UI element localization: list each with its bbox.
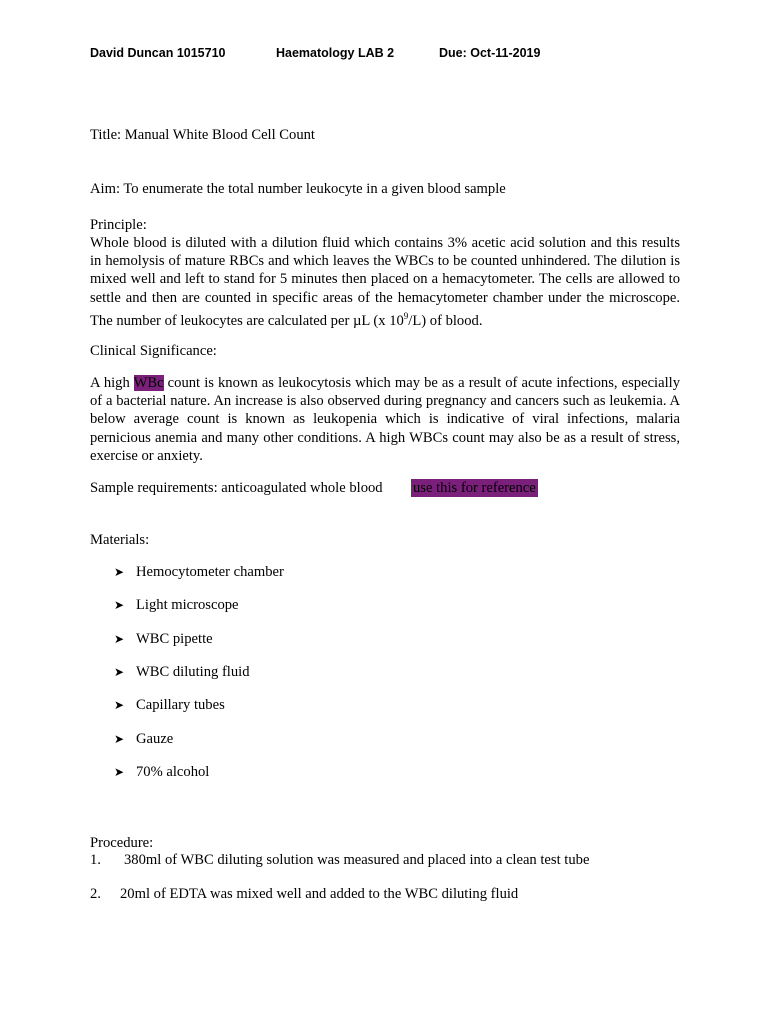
clinical-heading: Clinical Significance:	[90, 343, 217, 359]
procedure-heading: Procedure:	[90, 835, 154, 851]
report-title: Title: Manual White Blood Cell Count	[90, 127, 315, 143]
superscript: 9	[403, 310, 409, 321]
arrowhead-bullet-icon: ➤	[114, 598, 125, 612]
sample-requirements: Sample requirements: anticoagulated whole blood use this for reference	[90, 480, 536, 496]
list-item: ➤ Light microscope	[114, 597, 239, 613]
list-item: ➤ WBC pipette	[114, 631, 213, 647]
arrowhead-bullet-icon: ➤	[114, 565, 125, 579]
procedure-step: 1. 380ml of WBC diluting solution was measured and placed into a clean test tube	[90, 852, 590, 868]
list-item: ➤ WBC diluting fluid	[114, 664, 250, 680]
due-date: Due: Oct-11-2019	[439, 46, 541, 60]
list-item: ➤ Capillary tubes	[114, 697, 225, 713]
materials-heading: Materials:	[90, 532, 150, 548]
arrowhead-bullet-icon: ➤	[114, 632, 125, 646]
list-item: ➤ Hemocytometer chamber	[114, 564, 284, 580]
arrowhead-bullet-icon: ➤	[114, 698, 125, 712]
author-name: David Duncan 1015710	[90, 46, 226, 60]
arrowhead-bullet-icon: ➤	[114, 765, 125, 779]
arrowhead-bullet-icon: ➤	[114, 665, 125, 679]
aim-text: Aim: To enumerate the total number leukocyte in a given blood sample	[90, 181, 506, 197]
principle-heading: Principle:	[90, 217, 147, 233]
highlighted-text: WBc	[133, 375, 164, 391]
list-item: ➤ 70% alcohol	[114, 764, 210, 780]
reference-note-highlight: use this for reference	[413, 480, 536, 496]
principle-paragraph: Whole blood is diluted with a dilution fluid which contains 3% acetic acid solution and this results in hemolysis of mature RBCs and which leaves the WBCs to be counted unhindered. The dilution is mixed well and left to stand for 5 minutes then placed on a hemacytometer. The cells are allowed to settle and then are counted in specific areas of the hemacytometer chamber under the microscope. The number of leukocytes are calculated per µL (x $10^9/L$) of blood.	[90, 235, 680, 329]
list-item: ➤ Gauze	[114, 731, 174, 747]
procedure-step: 2. 20ml of EDTA was mixed well and added to the WBC diluting fluid	[90, 886, 519, 902]
clinical-paragraph: A high WBc count is known as leukocytosis which may be as a result of acute infections, especially of a bacterial nature. An increase is also observed during pregnancy and cancers such as leukemia. A below average count is known as leukopenia which is indicative of viral infections, malaria pernicious anemia and many other conditions. A high WBCs count may also be as a result of stress, exercise or anxiety.	[90, 375, 680, 464]
lab-title: Haematology LAB 2	[276, 46, 395, 60]
arrowhead-bullet-icon: ➤	[114, 732, 125, 746]
